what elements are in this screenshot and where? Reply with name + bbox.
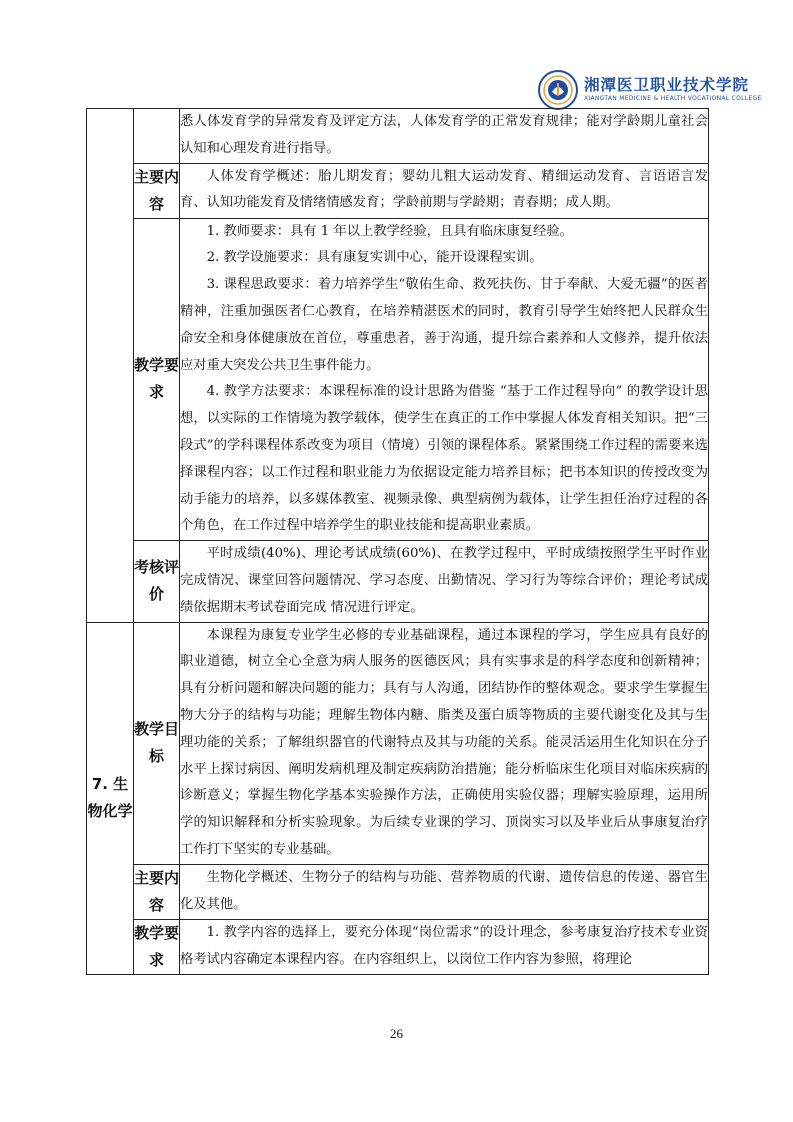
- objective-paragraph: 本课程为康复专业学生必修的专业基础课程，通过本课程的学习，学生应具有良好的职业道德，树立全心全意为病人服务的医德医风；具有实事求是的科学态度和创新精神；具有分析问题和解决问题的能力；具有与人沟通，团结协作的整体观念。要求学生掌握生物大分子的结构与功能；理解生物体内糖、脂类及蛋白质等物质的主要代谢变化及其与生理功能的关系；了解组织器官的代谢特点及其与功能的关系。能灵活运用生化知识在分子水平上探讨病因、阐明发病机理及制定疾病防治措施；能分析临床生化项目对临床疾病的诊断意义；掌握生物化学基本实验操作方法，正确使用实验仪器；理解实验原理，运用所学的知识解释和分析实验现象。为后续专业课的学习、顶岗实习以及毕业后从事康复治疗工作打下坚实的专业基础。: [180, 627, 708, 857]
- college-emblem-icon: [538, 70, 578, 110]
- table-row: [87, 919, 709, 974]
- college-name-en: XIANGTAN MEDICINE & HEALTH VOCATIONAL COLLEGE: [584, 95, 762, 102]
- requirement-paragraph: 4. 教学方法要求：本课程标准的设计思路为借鉴 “基于工作过程导向” 的教学设计思想，以实际的工作情境为教学载体，使学生在真正的工作中掌握人体发育相关知识。把“三段式”的学科课程体系改变为项目（情境）引领的课程体系。紧紧围绕工作过程的需要来选择课程内容；以工作过程和职业能力为依据设定能力培养目标；把书本知识的传授改变为动手能力的培养，以多媒体教室、视频录像、典型病例为载体，让学生担任治疗过程的各个角色，在工作过程中培养学生的职业技能和提高职业素质。: [180, 384, 708, 534]
- content-label: 主要内容: [134, 163, 180, 218]
- evaluation-text-cell: [180, 541, 709, 622]
- page-number: 26: [390, 1026, 403, 1041]
- course-cell-continued: [87, 109, 134, 623]
- requirement-text-cell: [180, 919, 709, 974]
- content-text-cell: [180, 864, 709, 919]
- content-text-cell: [180, 163, 709, 218]
- objective-label: 教学目标: [134, 622, 180, 864]
- table-row: [87, 109, 709, 164]
- requirement-label: 教学要求: [134, 919, 180, 974]
- table-row: [87, 541, 709, 622]
- table-row: [87, 218, 709, 541]
- label-cell-empty: [134, 109, 180, 164]
- evaluation-label: 考核评价: [134, 541, 180, 622]
- content-label: 主要内容: [134, 864, 180, 919]
- requirement-paragraph: 2. 教学设施要求：具有康复实训中心，能开设课程实训。: [206, 250, 543, 266]
- curriculum-table: [86, 108, 709, 975]
- content-paragraph: 生物化学概述、生物分子的结构与功能、营养物质的代谢、遗传信息的传递、器官生化及其他。: [180, 869, 708, 912]
- objective-text-cell: [180, 622, 709, 864]
- evaluation-paragraph: 平时成绩(40%)、理论考试成绩(60%)、在教学过程中，平时成绩按照学生平时作业完成情况、课堂回答问题情况、学习态度、出勤情况、学习行为等综合评价；理论考试成绩依据期末考试卷面完成 情况进行评定。: [180, 546, 708, 615]
- requirement-paragraph: 3. 课程思政要求：着力培养学生“敬佑生命、救死扶伤、甘于奉献、大爱无疆”的医者精神，注重加强医者仁心教育，在培养精湛医术的同时，教育引导学生始终把人民群众生命安全和身体健康放在首位，尊重患者，善于沟通，提升综合素养和人文修养，提升依法应对重大突发公共卫生事件能力。: [180, 277, 708, 373]
- requirement-label: 教学要求: [134, 218, 180, 541]
- requirement-text-cell: [180, 218, 709, 541]
- requirement-paragraph: 1. 教学内容的选择上，要充分体现“岗位需求”的设计理念，参考康复治疗技术专业资格考试内容确定本课程内容。在内容组织上，以岗位工作内容为参照，将理论: [180, 924, 708, 967]
- table-row: [87, 622, 709, 864]
- target-paragraph: 悉人体发育学的异常发育及评定方法，人体发育学的正常发育规律；能对学龄期儿童社会认知和心理发育进行指导。: [180, 114, 708, 156]
- requirement-paragraph: 1. 教师要求：具有 1 年以上教学经验，且具有临床康复经验。: [206, 223, 573, 239]
- content-paragraph: 人体发育学概述：胎儿期发育；婴幼儿粗大运动发育、精细运动发育、言语语言发育、认知功能发育及情绪情感发育；学龄前期与学龄期；青春期；成人期。: [180, 168, 708, 211]
- table-row: [87, 864, 709, 919]
- target-text-cell: [180, 109, 709, 164]
- table-row: [87, 163, 709, 218]
- college-name-cn: 湘潭医卫职业技术学院: [584, 75, 750, 94]
- course-name-cell: 7. 生物化学: [87, 622, 134, 974]
